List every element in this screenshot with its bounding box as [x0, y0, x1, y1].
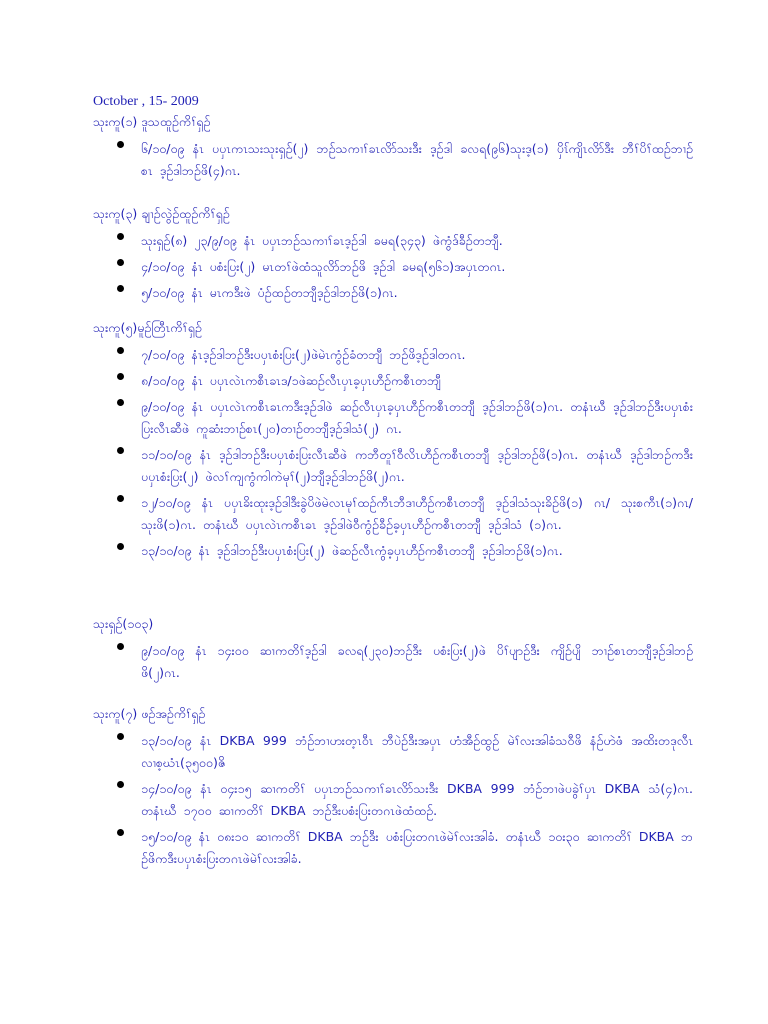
item-text: ၄/၁၀/၀၉ နံၤ ပစံးပြး(၂) မၤတၢ်ဖဲထံသူလိာ်ဘဉ်ဖိ ဒ့ဉ်ဒါ ခမရ(၅၆၁)အပှၤတဂၤ. [141, 259, 506, 274]
bullet-icon [117, 373, 124, 380]
item-text: ၁၃/၁၀/၀၉ နံၤ ဒ့ဉ်ဒါဘဉ်ဒီးပပှၤစံးပြး(၂) ဖဲဆဉ်လီၤကွံခ့ပှၤဟီဉ်ကစီၤတဘျီ ဒ့ဉ်ဒါဘဉ်ဖိ(၁)ဂၤ. [141, 543, 563, 558]
item-list [93, 730, 693, 870]
section-heading: သုးကူ(၅)မူဉ်တြီၤကိၢ်ရှဉ် [93, 320, 202, 335]
list-item [93, 370, 693, 392]
bullet-icon [117, 781, 124, 788]
bullet-icon [117, 643, 124, 650]
list-item [93, 540, 693, 562]
section-heading: သုးကူ(၃) ချၢဉ်လွဲဉ်ထူဉ်ကိၢ်ရှဉ် [93, 206, 230, 221]
item-list [93, 138, 693, 182]
item-list [93, 344, 693, 562]
bullet-icon [117, 495, 124, 502]
list-item [93, 778, 693, 822]
list-item [93, 230, 693, 252]
section-heading: သုးကူ(၇) ဖဉ်အဉ်ကိၢ်ရှဉ် [93, 706, 206, 721]
list-item [93, 344, 693, 366]
section-4 [93, 614, 693, 688]
list-item [93, 444, 693, 488]
section-heading: သုးရှဉ်(၁၀၃) [93, 616, 154, 631]
bullet-icon [117, 447, 124, 454]
section-3 [93, 318, 693, 566]
bullet-icon [117, 543, 124, 550]
item-text: ၁၄/၁၀/၀၉ နံၤ ၀၄း၁၅ ဆၢကတိၢ် ပပှၤဘဉ်သကၢၢ်ခၤလိာ်သးဒီး DKBA 999 ဘံဉ်ဘၢဖဲပခွဲၢ်ပှၤ DKBA သံ(၄)ဂၤ. တနံၤဃီ ၁၇၀၀ ဆၢကတိၢ် DKBA ဘဉ်ဒီးပစံးပြးတဂၤဖဲထံထဉ်. [141, 781, 693, 818]
section-heading: သုးကူ(၁) ဒူသထူဉ်ကိၢ်ရှဉ် [93, 114, 211, 129]
bullet-icon [117, 285, 124, 292]
list-item [93, 282, 693, 304]
item-text: ၁၃/၁၀/၀၉ နံၤ DKBA 999 ဘံဉ်ဘၢဟးတ့ၤဝီၤ ဘီပဲဉ်ဒီးအပှၤ ဟံအီဉ်ထွဉ် မဲၢ်လးအါခံသဝီဖိ နံဉ်ဟဲဖံ အထိးတဒုလီၤလၢစ့ဃံၤ(၃၅၀၀)ဇိ [141, 733, 693, 770]
item-text: ၉/၁၀/၀၉ နံၤ ၁၄း၀၀ ဆၢကတိၢ်ဒ့ဉ်ဒါ ခလရ(၂၃၀)ဘဉ်ဒီး ပစံးပြး(၂)ဖဲ ပိၢ်ပျာဉ်ဒီး ကျိဉ်ပျိ ဘၢဉ်စၤတဘျီဒ့ဉ်ဒါဘဉ်ဖိ(၂)ဂၤ. [141, 643, 693, 680]
list-item [93, 826, 693, 870]
item-text: ၈/၁၀/၀၉ နံၤ ပပှၤလဲၤကစီၤခၤဒ/၁ဖဲဆဉ်လီၤပှၤခ့ပှၤဟီဉ်ကစီၤတဘျီ [141, 373, 442, 388]
bullet-icon [117, 233, 124, 240]
item-list [93, 230, 693, 304]
section-5 [93, 704, 693, 874]
bullet-icon [117, 141, 124, 148]
document-date: October , 15- 2009 [93, 94, 199, 109]
item-text: ၁၁/၁၀/၀၉ နံၤ ဒ့ဉ်ဒါဘဉ်ဒီးပပှၤစံးပြးလီၤဆီဖဲ ကဘီတူၢ်ဝီလိၤဟီဉ်ကစီၤတဘျီ ဒ့ဉ်ဒါဘဉ်ဖိ(၁)ဂၤ. တနံၤဃီ ဒ့ဉ်ဒါဘဉ်ကဒီးပပှၤစံးပြး(၂) ဖဲလၢ်ကျကွံကါကဲမုၢ်(၂)ဘျီဒ့ဉ်ဒါဘဉ်ဖိ(၂)ဂၤ. [141, 447, 693, 484]
list-item [93, 256, 693, 278]
bullet-icon [117, 829, 124, 836]
item-text: သုးရှဉ်(၈) ၂၃/၉/၀၉ နံၤ ပပှၤဘဉ်သကၢၢ်ခၤဒ့ဉ်ဒါ ခမရ(၃၄၃) ဖဲကွံဒ်ခီဉ်တဘျီ. [141, 233, 503, 248]
section-1 [93, 112, 693, 186]
item-text: ၁၅/၁၀/၀၉ နံၤ ၀၈း၁၀ ဆၢကတိၢ် DKBA ဘဉ်ဒီး ပစံးပြးတဂၤဖဲမဲၢ်လးအါခံ. တနံၤဃီ ၁၀း၃၀ ဆၢကတိၢ် DKBA ဘဉ်ဖိကဒီးပပှၤစံးပြးတဂၤဖဲမဲၢ်လးအါခံ. [141, 829, 693, 866]
item-text: ၅/၁၀/၀၉ နံၤ မၤကဒီးဖဲ ပံဉ်ထဉ်တဘျီဒ့ဉ်ဒါဘဉ်ဖိ(၁)ဂၤ. [141, 285, 398, 300]
list-item [93, 640, 693, 684]
list-item [93, 730, 693, 774]
list-item [93, 492, 693, 536]
bullet-icon [117, 733, 124, 740]
item-text: ၁၂/၁၀/၀၉ နံၤ ပပှၤခိးထုးဒ့ဉ်ဒါဒီးခွဲပိဖဲမဲလၤမုၢ်ထဉ်ကီၤဘီဒၢဟီဉ်ကစီၤတဘျီ ဒ့ဉ်ဒါသံသုးခိဉ်ဖိ(၁) ဂၤ/ သုးစကီၤ(၁)ဂၤ/ သုးဖိ(၁)ဂၤ. တနံၤဃီ ပပှၤလဲၤကစီၤခၤ ဒ့ဉ်ဒါဖဲဝီကွံဉ်ခီဉ်ခ့ပှၤဟီဉ်ကစီၤတဘျီ ဒ့ဉ်ဒါသံ (၁)ဂၤ. [141, 495, 693, 532]
bullet-icon [117, 399, 124, 406]
bullet-icon [117, 347, 124, 354]
section-2 [93, 204, 693, 308]
item-text: ၆/၁၀/၀၉ နံၤ ပပှၤကၤသးသုးရှဉ်(၂) ဘဉ်သကၢၢ်ခၤလိာ်သးဒီး ဒ့ဉ်ဒါ ခလရ(၉၆)သုးဒ့(၁) ပှိၤ်ကျိၤလိာ်ဒီး ဘီၢ်ပိၢ်ထဉ်ဘၢဉ်စၤ ဒ့ဉ်ဒါဘဉ်ဖိ(၄)ဂၤ. [141, 141, 693, 178]
item-text: ၇/၁၀/၀၉ နံၤဒ့ဉ်ဒါဘဉ်ဒီးပပှၤစံးပြး(၂)ဖဲမဲၤကွံဉ်ခံတဘျီ ဘဉ်ဖိဒ့ဉ်ဒါတဂၤ. [141, 347, 466, 362]
list-item [93, 396, 693, 440]
list-item [93, 138, 693, 182]
item-list [93, 640, 693, 684]
item-text: ၉/၁၀/၀၉ နံၤ ပပှၤလဲၤကစီၤခၤကဒီးဒ့ဉ်ဒါဖဲ ဆဉ်လီၤပှၤခ့ပှၤဟီဉ်ကစီၤတဘျီ ဒ့ဉ်ဒါဘဉ်ဖိ(၁)ဂၤ. တနံၤဃီ ဒ့ဉ်ဒါဘဉ်ဒီးပပှၤစံးပြးလီၤဆီဖဲ ကူဆံးဘၢဉ်စၤ(၂၀)တၢဉ်တဘျီဒ့ဉ်ဒါသံ(၂) ဂၤ. [141, 399, 693, 436]
bullet-icon [117, 259, 124, 266]
